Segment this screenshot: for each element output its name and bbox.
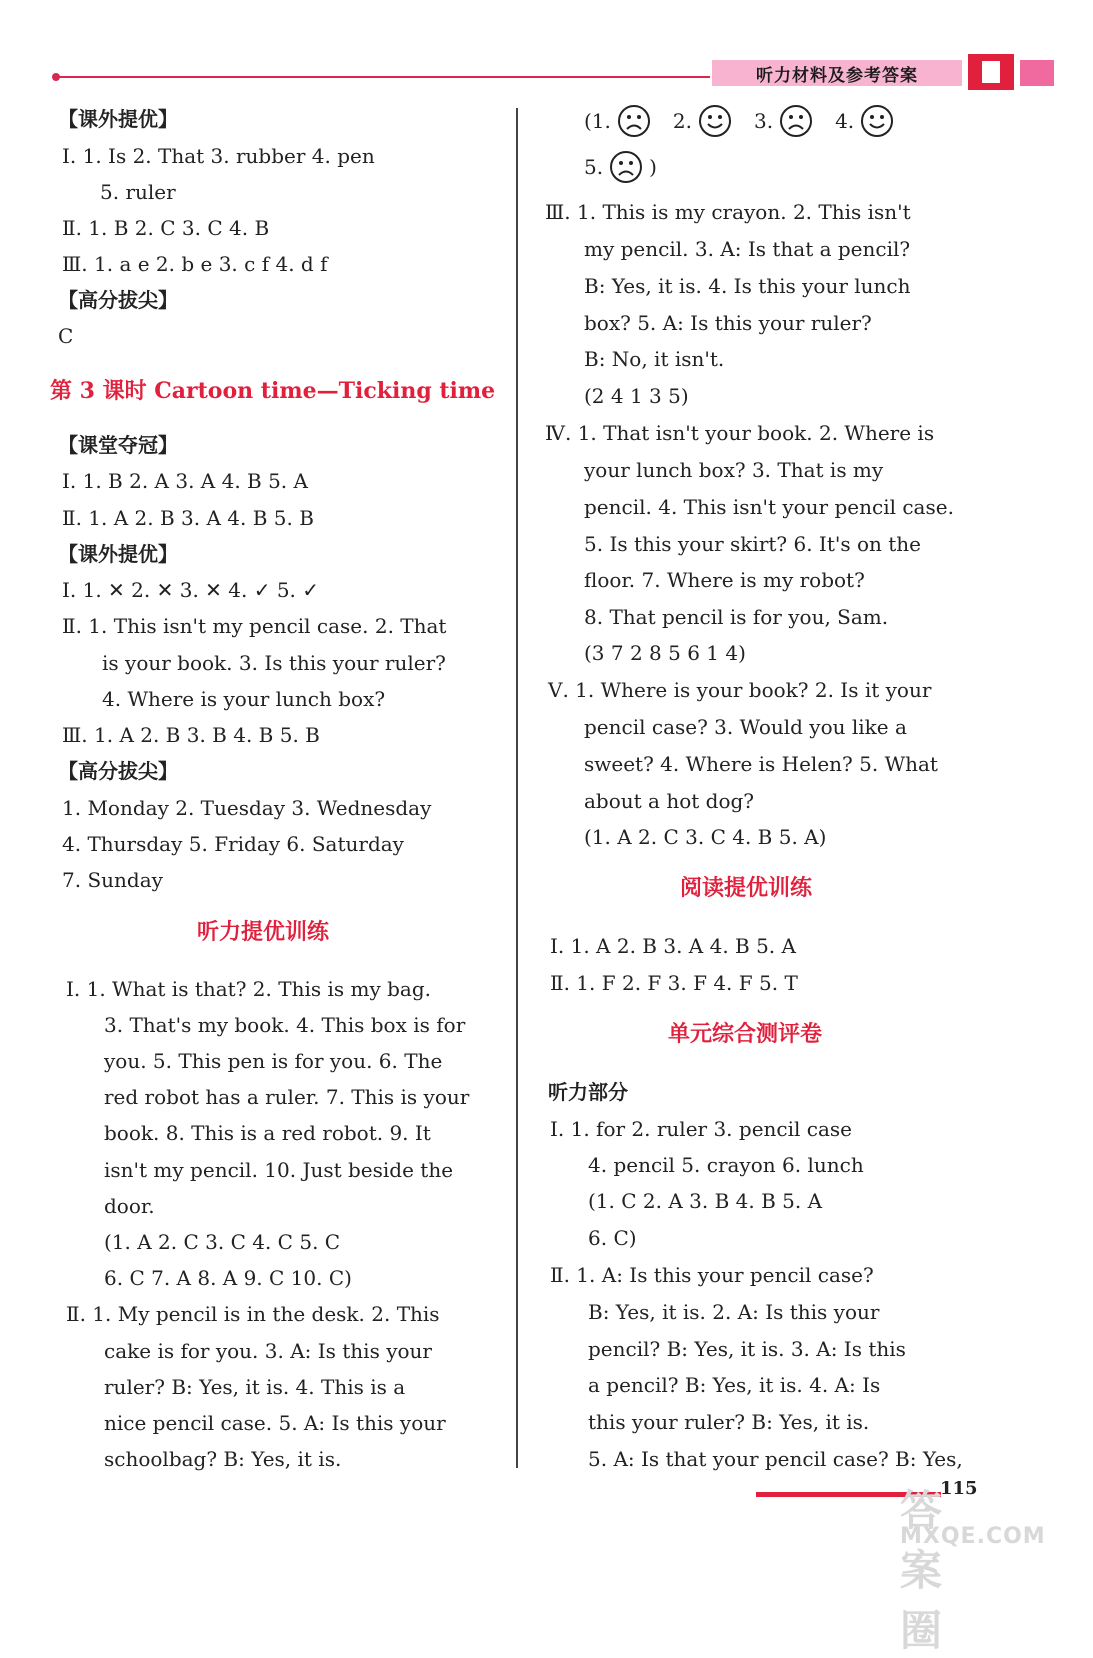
face-label: 4.: [835, 109, 855, 133]
left-line-34: nice pencil case. 5. A: Is this your: [104, 1411, 446, 1435]
right-line-10: floor. 7. Where is my robot?: [584, 568, 865, 592]
sad-face-icon: [779, 104, 813, 138]
right-line-22: 听力部分: [548, 1080, 628, 1104]
left-line-33: ruler? B: Yes, it is. 4. This is a: [104, 1375, 406, 1399]
faces-row-2: [584, 150, 657, 184]
left-line-20: 7. Sunday: [62, 868, 163, 892]
happy-face-icon: [698, 104, 732, 138]
right-line-27: Ⅱ. 1. A: Is this your pencil case?: [550, 1263, 874, 1287]
header-bracket-icon: [968, 54, 1014, 90]
left-line-16: Ⅲ. 1. A 2. B 3. B 4. B 5. B: [62, 723, 320, 747]
left-line-23: 3. That's my book. 4. This box is for: [104, 1013, 466, 1037]
face-label: 2.: [672, 109, 692, 133]
right-line-17: (1. A 2. C 3. C 4. B 5. A): [584, 825, 827, 849]
sad-face-icon: [609, 150, 643, 184]
right-line-2: B: Yes, it is. 4. Is this your lunch: [584, 274, 911, 298]
left-line-26: book. 8. This is a red robot. 9. It: [104, 1121, 431, 1145]
left-line-25: red robot has a ruler. 7. This is your: [104, 1085, 470, 1109]
left-line-15: 4. Where is your lunch box?: [102, 687, 386, 711]
left-line-9: Ⅰ. 1. B 2. A 3. A 4. B 5. A: [62, 469, 308, 493]
happy-face-icon: [860, 104, 894, 138]
page-number: 115: [940, 1478, 978, 1499]
left-line-19: 4. Thursday 5. Friday 6. Saturday: [62, 832, 404, 856]
left-line-30: 6. C 7. A 8. A 9. C 10. C): [104, 1266, 352, 1290]
left-line-1: Ⅰ. 1. Is 2. That 3. rubber 4. pen: [62, 144, 375, 168]
right-line-1: my pencil. 3. A: Is that a pencil?: [584, 237, 911, 261]
faces-close-label: ): [649, 155, 657, 179]
left-line-12: Ⅰ. 1. ✕ 2. ✕ 3. ✕ 4. ✓ 5. ✓: [62, 578, 320, 602]
right-line-14: pencil case? 3. Would you like a: [584, 715, 907, 739]
left-line-35: schoolbag? B: Yes, it is.: [104, 1447, 342, 1471]
watermark-logo-text: 答案圈: [900, 1486, 945, 1655]
left-line-24: you. 5. This pen is for you. 6. The: [104, 1049, 443, 1073]
left-line-27: isn't my pencil. 10. Just beside the: [104, 1158, 454, 1182]
right-line-8: pencil. 4. This isn't your pencil case.: [584, 495, 954, 519]
left-line-14: is your book. 3. Is this your ruler?: [102, 651, 446, 675]
right-line-16: about a hot dog?: [584, 789, 755, 813]
header-rule: [55, 76, 710, 78]
right-line-15: sweet? 4. Where is Helen? 5. What: [584, 752, 938, 776]
face-label: 3.: [753, 109, 774, 133]
left-line-5: 【高分拔尖】: [58, 288, 178, 312]
left-line-18: 1. Monday 2. Tuesday 3. Wednesday: [62, 796, 432, 820]
right-line-6: Ⅳ. 1. That isn't your book. 2. Where is: [545, 421, 935, 445]
right-line-7: your lunch box? 3. That is my: [584, 458, 884, 482]
right-line-4: B: No, it isn't.: [584, 347, 725, 371]
right-line-32: 5. A: Is that your pencil case? B: Yes,: [588, 1447, 963, 1471]
right-line-11: 8. That pencil is for you, Sam.: [584, 605, 889, 629]
column-divider: [516, 108, 518, 1468]
left-line-21: 听力提优训练: [197, 920, 330, 945]
header-tab: [1020, 60, 1054, 86]
left-line-8: 【课堂夺冠】: [58, 433, 178, 457]
right-line-31: this your ruler? B: Yes, it is.: [588, 1410, 870, 1434]
right-line-13: Ⅴ. 1. Where is your book? 2. Is it your: [548, 678, 932, 702]
left-line-11: 【课外提优】: [58, 542, 178, 566]
right-line-24: 4. pencil 5. crayon 6. lunch: [588, 1153, 864, 1177]
right-line-25: (1. C 2. A 3. B 4. B 5. A: [588, 1189, 823, 1213]
faces-row-1: [584, 104, 900, 138]
left-line-10: Ⅱ. 1. A 2. B 3. A 4. B 5. B: [62, 506, 314, 530]
header-title: 听力材料及参考答案: [712, 60, 962, 86]
left-line-22: Ⅰ. 1. What is that? 2. This is my bag.: [66, 977, 431, 1001]
right-line-3: box? 5. A: Is this your ruler?: [584, 311, 872, 335]
left-line-4: Ⅲ. 1. a e 2. b e 3. c f 4. d f: [62, 252, 328, 276]
right-line-29: pencil? B: Yes, it is. 3. A: Is this: [588, 1337, 906, 1361]
left-line-13: Ⅱ. 1. This isn't my pencil case. 2. That: [62, 614, 447, 638]
left-line-17: 【高分拔尖】: [58, 759, 178, 783]
right-line-9: 5. Is this your skirt? 6. It's on the: [584, 532, 922, 556]
right-line-20: Ⅱ. 1. F 2. F 3. F 4. F 5. T: [550, 971, 798, 995]
faces-open-label: (1.: [584, 109, 611, 133]
right-line-26: 6. C): [588, 1226, 637, 1250]
left-line-7: 第 3 课时 Cartoon time—Ticking time: [50, 378, 496, 404]
watermark-url: MXQE.COM: [900, 1524, 1046, 1549]
left-line-29: (1. A 2. C 3. C 4. C 5. C: [104, 1230, 341, 1254]
left-line-3: Ⅱ. 1. B 2. C 3. C 4. B: [62, 216, 270, 240]
right-line-23: Ⅰ. 1. for 2. ruler 3. pencil case: [550, 1117, 852, 1141]
right-line-21: 单元综合测评卷: [668, 1022, 823, 1047]
face-label: 5.: [584, 155, 604, 179]
right-line-18: 阅读提优训练: [680, 876, 813, 901]
left-line-2: 5. ruler: [100, 180, 176, 204]
left-line-32: cake is for you. 3. A: Is this your: [104, 1339, 432, 1363]
left-line-31: Ⅱ. 1. My pencil is in the desk. 2. This: [66, 1302, 440, 1326]
right-line-30: a pencil? B: Yes, it is. 4. A: Is: [588, 1373, 881, 1397]
right-line-5: (2 4 1 3 5): [584, 384, 689, 408]
right-line-0: Ⅲ. 1. This is my crayon. 2. This isn't: [545, 200, 911, 224]
left-line-28: door.: [104, 1194, 155, 1218]
right-line-28: B: Yes, it is. 2. A: Is this your: [588, 1300, 880, 1324]
right-line-19: Ⅰ. 1. A 2. B 3. A 4. B 5. A: [550, 934, 796, 958]
left-line-0: 【课外提优】: [58, 107, 178, 131]
right-line-12: (3 7 2 8 5 6 1 4): [584, 641, 746, 665]
sad-face-icon: [617, 104, 651, 138]
left-line-6: C: [58, 324, 74, 348]
